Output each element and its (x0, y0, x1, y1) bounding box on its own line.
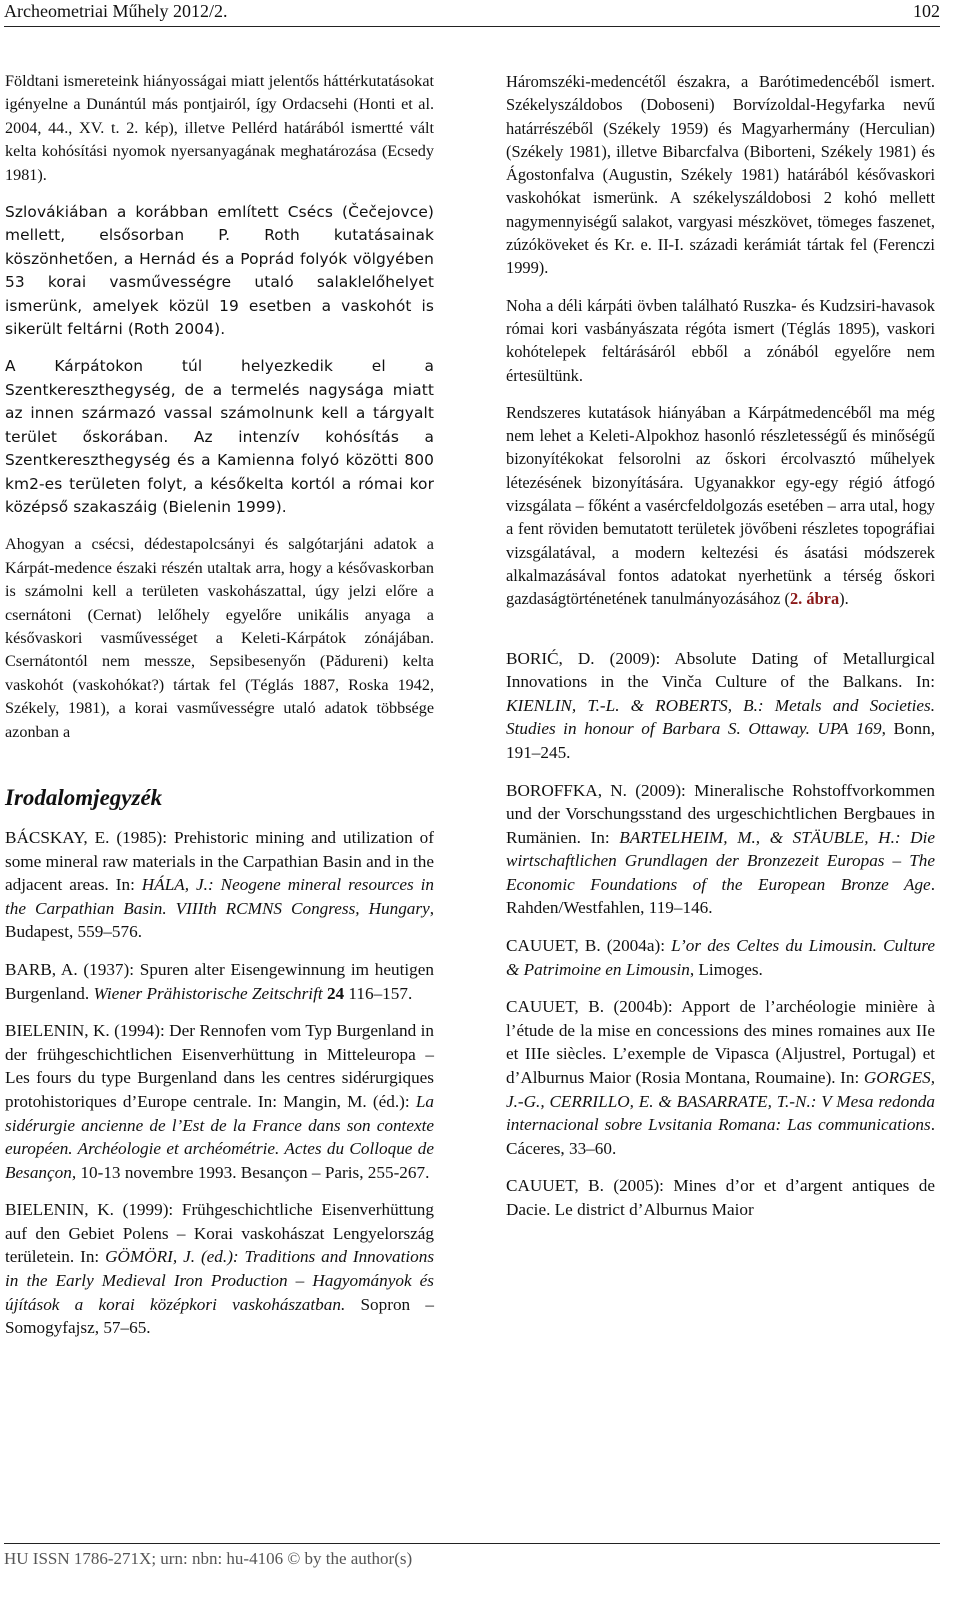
journal-title: Archeometriai Műhely 2012/2. (4, 1, 228, 21)
reference-entry: BIELENIN, K. (1994): Der Rennofen vom Typ Burgenland in der frühgeschichtlichen Eisenverhüttung in Mitteleuropa – Les fours du type Burgenland dans les centres sidérurgiques protohistoriques d’Europe centrale. In: Mangin, M. (éd.): La sidérurgie ancienne de l’Est de la France dans son contexte européen. Archéologie et archéométrie. Actes du Colloque de Besançon, 10-13 novembre 1993. Besançon – Paris, 255-267. (5, 1021, 434, 1182)
paragraph: Földtani ismereteink hiányosságai miatt jelentős háttérkutatásokat igényelne a Dunántúl más pontjairól, így Ordacsehi (Honti et al. 2004, 44., XV. t. 2. kép), illetve Pellérd határából ismertté vált kelta kohósítási nyomok nyersanyagának meghatározása (Ecsedy 1981). (5, 72, 434, 184)
paragraph: Noha a déli kárpáti övben található Ruszka- és Kudzsiri-havasok római kori vasbányászata régóta ismert (Téglás 1895), vaskori kohótelepek feltárásáról ebből a zónából egyelőre nem értesültünk. (506, 295, 935, 385)
page-number: 102 (913, 1, 940, 21)
paragraph: Ahogyan a csécsi, dédestapolcsányi és salgótarjáni adatok a Kárpát-medence északi részén utaltak arra, hogy a késővaskorban is számolni kell a területen vaskohászattal, úgy jelzi előre a csernátoni (Cernat) lelőhely egyelőre unikális anyaga a késővaskori vasművességet a Keleti-Kárpátok zónájában. Csernátontól nem messze, Sepsibesenyőn (Pădureni) kelta vaskohót (vaskohókat?) tártak fel (Téglás 1887, Roska 1942, Székely, 1981), a korai vasművességre utaló adatok többsége azonban a (5, 535, 434, 741)
running-header (4, 0, 940, 27)
reference-entry: BARB, A. (1937): Spuren alter Eisengewinnung im heutigen Burgenland. Wiener Prähistorische Zeitschrift 24 116–157. (5, 959, 434, 1003)
paragraph: Háromszéki-medencétől északra, a Barótimedencéből ismert. Székelyszáldobos (Doboseni) Borvízoldal-Hegyfarka nevű határrészéből (Székely 1959) és Magyarhermány (Herculian) (Székely 1981), illetve Bibarcfalva (Biborteni, Székely 1981) és Ágostonfalva (Augustin, Székely 1981) határából késővaskori vaskohókat ismerünk. A székelyszáldobosi 2 kohó mellett nagymennyiségű salakot, vargyasi mészkövet, tömeges faszenet, zúzóköveket és Kr. e. II-I. századi kerámiát tártak fel (Ferenczi 1999). (506, 72, 935, 278)
paragraph: A Kárpátokon túl helyezkedik el a Szentkereszthegység, de a termelés nagysága miatt az innen származó vassal számolnunk kell a tárgyalt terület őskorában. Az intenzív kohósítás a Szentkereszthegység és a Kamienna folyó közötti 800 km2-es területen folyt, a későkelta kortól a római kor középső szakaszáig (Bielenin 1999). (5, 357, 434, 516)
reference-entry: BÁCSKAY, E. (1985): Prehistoric mining and utilization of some mineral raw materials in the Carpathian Basin and in the adjacent areas. In: HÁLA, J.: Neogene mineral resources in the Carpathian Basin. VIIIth RCMNS Congress, Hungary, Budapest, 559–576. (5, 827, 434, 942)
reference-entry: BOROFFKA, N. (2009): Mineralische Rohstoffvorkommen und der Vorschungsstand des urgeschichtlichen Bergbaues in Rumänien. In: BARTELHEIM, M., & STÄUBLE, H.: Die wirtschaftlichen Grundlagen der Bronzezeit Europas – The Economic Foundations of the European Bronze Age. Rahden/Westfahlen, 119–146. (506, 780, 935, 918)
right-column (506, 70, 935, 1236)
reference-entry: BORIĆ, D. (2009): Absolute Dating of Metallurgical Innovations in the Vinča Culture of the Balkans. In: KIENLIN, T.-L. & ROBERTS, B.: Metals and Societies. Studies in honour of Barbara S. Ottaway. UPA 169, Bonn, 191–245. (506, 648, 935, 762)
reference-entry: CAUUET, B. (2004a): L’or des Celtes du Limousin. Culture & Patrimoine en Limousin, Limoges. (506, 936, 935, 979)
paragraph: Rendszeres kutatások hiányában a Kárpátmedencéből ma még nem lehet a Keleti-Alpokhoz hasonló részletességű és minőségű bizonyítékokat felsorolni az őskori ércolvasztó műhelyek létezésének bizonyítására. Ugyanakkor egy-egy régió átfogó vizsgálata – főként a vasércfeldolgozás esetében – arra utal, hogy a fent röviden bemutatott területek jövőbeni részletes topográfiai vizsgálatával, a modern keltezési és ásatási módszerek alkalmazásával fontos adatokat nyerhetünk a térség őskori gazdaságtörténetének tanulmányozásához (2. ábra). (506, 402, 935, 609)
figure-reference-link[interactable]: 2. ábra (789, 589, 840, 609)
footer: HU ISSN 1786-271X; urn: nbn: hu-4106 © by the author(s) (4, 1543, 940, 1570)
section-heading: Irodalomjegyzék (5, 784, 163, 810)
reference-entry: BIELENIN, K. (1999): Frühgeschichtliche Eisenverhüttung auf den Gebiet Polens – Korai vaskohászat Lengyelország területein. In: GÖMÖRI, J. (ed.): Traditions and Innovations in the Early Medieval Iron Production – Hagyományok és újítások a korai középkori vaskohászatban. Sopron – Somogyfajsz, 57–65. (5, 1200, 435, 1338)
reference-entry: CAUUET, B. (2005): Mines d’or et d’argent antiques de Dacie. Le district d’Alburnus Maior (506, 1176, 935, 1219)
paragraph: Szlovákiában a korábban említett Csécs (Čečejovce) mellett, elsősorban P. Roth kutatásainak köszönhetően, a Hernád és a Poprád folyók völgyében 53 korai vasművességre utaló salaklelőhelyet ismerünk, amelyek közül 19 esetben a vaskohót is sikerült feltárni (Roth 2004). (5, 203, 434, 339)
reference-entry: CAUUET, B. (2004b): Apport de l’archéologie minière à l’étude de la mise en concessions des mines romaines aux IIe et IIIe siècles. L’exemple de Vipasca (Aljustrel, Portugal) et d’Alburnus Maior (Rosia Montana, Roumaine). In: GORGES, J.-G., CERRILLO, E. & BASARRATE, T.-N.: V Mesa redonda internacional sobre Lvsitania Romana: Las communications. Cáceres, 33–60. (506, 997, 935, 1158)
left-column (5, 70, 434, 1354)
